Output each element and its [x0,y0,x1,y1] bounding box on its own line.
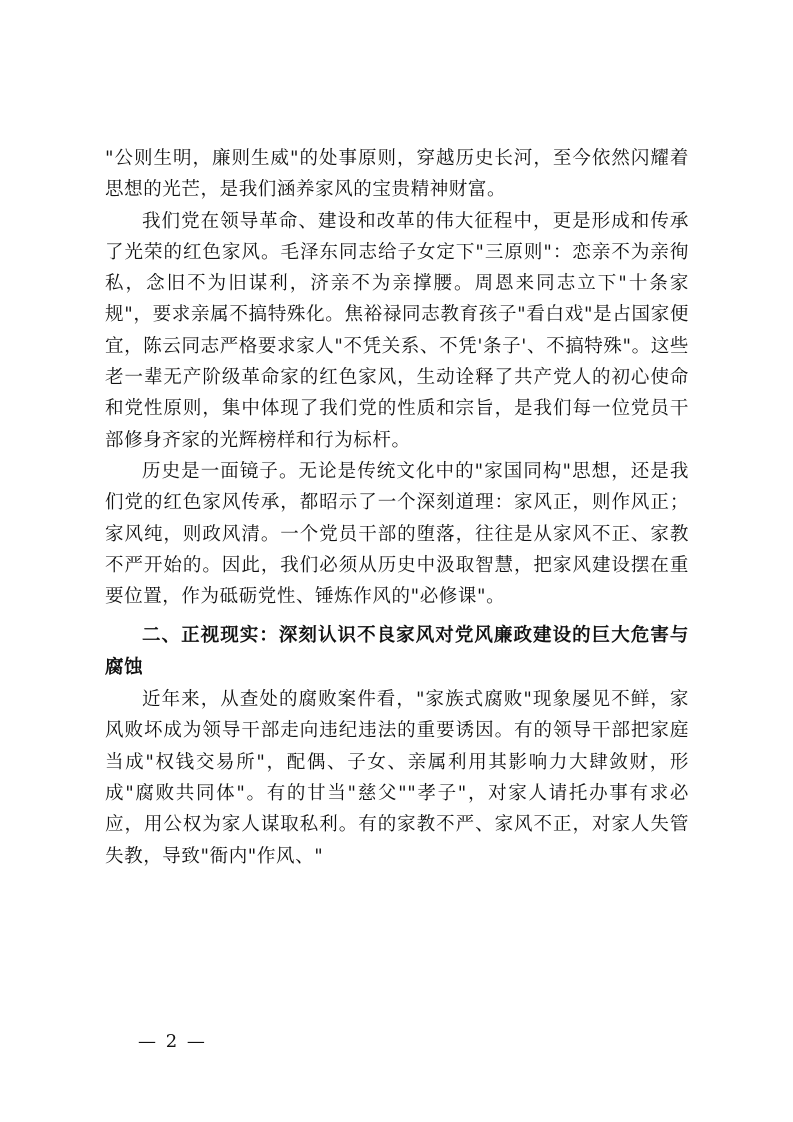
page-number: — 2 — [138,1031,207,1052]
paragraph-history-mirror: 历史是一面镜子。无论是传统文化中的"家国同构"思想，还是我们党的红色家风传承，都昭示了一个深刻道理：家风正，则作风正；家风纯，则政风清。一个党员干部的堕落，往往是从家风不正、家教不严开始的。因此，我们必须从历史中汲取智慧，把家风建设摆在重要位置，作为砥砺党性、锤炼作风的"必修课"。 [105,460,689,608]
document-body [105,143,689,872]
paragraph-red-family-tradition: 我们党在领导革命、建设和改革的伟大征程中，更是形成和传承了光荣的红色家风。毛泽东同志给子女定下"三原则"：恋亲不为亲徇私，念旧不为旧谋利，济亲不为亲撑腰。周恩来同志立下"十条家规"，要求亲属不搞特殊化。焦裕禄同志教育孩子"看白戏"是占国家便宜，陈云同志严格要求家人"不凭关系、不凭'条子'、不搞特殊"。这些老一辈无产阶级革命家的红色家风，生动诠释了共产党人的初心使命和党性原则，集中体现了我们党的性质和宗旨，是我们每一位党员干部修身齐家的光辉榜样和行为标杆。 [105,210,689,451]
paragraph-continued: "公则生明，廉则生威"的处事原则，穿越历史长河，至今依然闪耀着思想的光芒，是我们涵养家风的宝贵精神财富。 [105,148,689,201]
section-heading: 二、正视现实：深刻认识不良家风对党风廉政建设的巨大危害与腐蚀 [105,625,689,678]
paragraph-family-corruption: 近年来，从查处的腐败案件看，"家族式腐败"现象屡见不鲜，家风败坏成为领导干部走向违纪违法的重要诱因。有的领导干部把家庭当成"权钱交易所"，配偶、子女、亲属利用其影响力大肆敛财，形成"腐败共同体"。有的甘当"慈父""孝子"，对家人请托办事有求必应，用公权为家人谋取私利。有的家教不严、家风不正，对家人失管失教，导致"衙内"作风、" [105,689,689,867]
